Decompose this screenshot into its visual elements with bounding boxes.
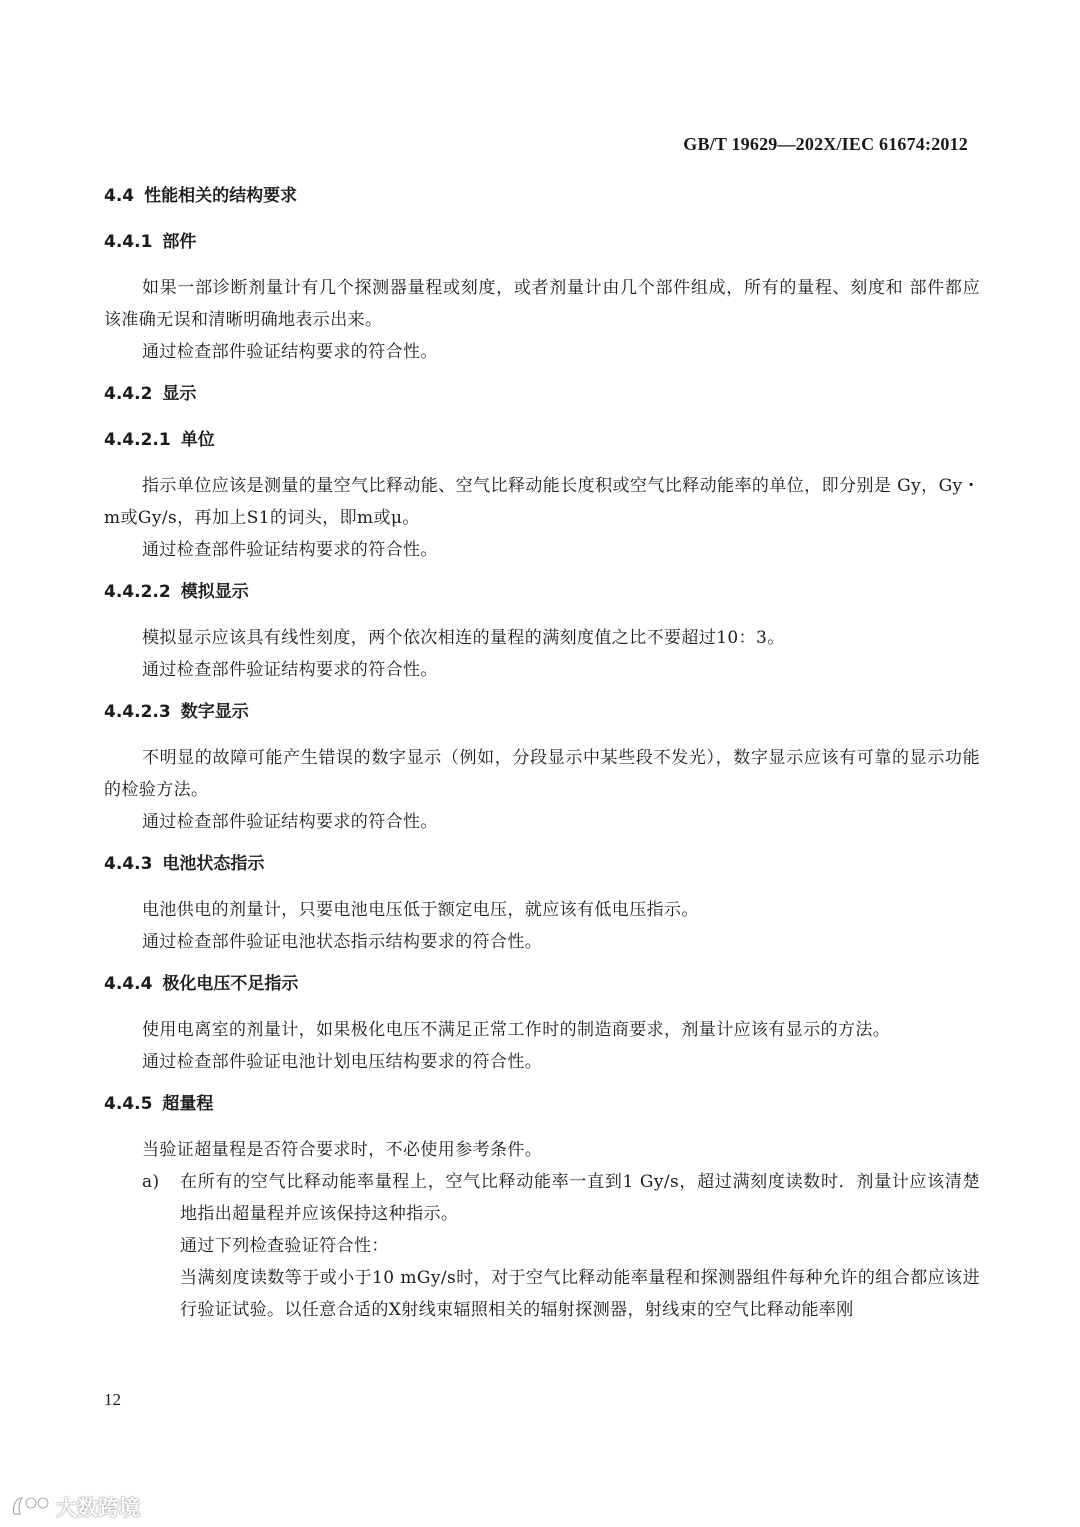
list-item-text: 在所有的空气比释动能率量程上，空气比释动能率一直到1 Gy/s，超过满刻度读数时．剂量计应该清楚地指出超量程并应该保持这种指示。 [180, 1172, 980, 1224]
paragraph: 通过检查部件验证结构要求的符合性。 [142, 342, 438, 362]
document-code: GB/T 19629—202X/IEC 61674:2012 [683, 134, 968, 154]
section-heading-4-4-5 [104, 1088, 980, 1120]
section-heading-4-4-4 [104, 968, 980, 1000]
paragraph: 模拟显示应该具有线性刻度，两个依次相连的量程的满刻度值之比不要超过10：3。 [142, 628, 785, 648]
section-title: 电池状态指示 [162, 854, 265, 874]
section-number: 4.4 [104, 186, 135, 206]
document-body [104, 180, 980, 1326]
paragraph: 通过检查部件验证电池状态指示结构要求的符合性。 [142, 932, 543, 952]
paragraph: 指示单位应该是测量的量空气比释动能、空气比释动能长度积或空气比释动能率的单位，即分别是 Gy，Gy・m或Gy/s，再加上S1的词头，即m或μ。 [104, 476, 980, 528]
section-title: 模拟显示 [180, 582, 249, 602]
section-heading-4-4-2-1 [104, 424, 980, 456]
list-item-line: 通过下列检查验证符合性： [180, 1236, 389, 1256]
paragraph: 通过检查部件验证结构要求的符合性。 [142, 540, 438, 560]
section-number: 4.4.2 [104, 384, 153, 404]
paragraph: 当验证超量程是否符合要求时，不必使用参考条件。 [142, 1140, 543, 1160]
paragraph: 电池供电的剂量计，只要电池电压低于额定电压，就应该有低电压指示。 [142, 900, 699, 920]
page-number: 12 [104, 1390, 121, 1409]
paragraph: 通过检查部件验证电池计划电压结构要求的符合性。 [142, 1052, 543, 1072]
section-heading-4-4-2-3 [104, 696, 980, 728]
section-number: 4.4.2.3 [104, 702, 171, 722]
section-number: 4.4.3 [104, 854, 153, 874]
paragraph: 通过检查部件验证结构要求的符合性。 [142, 660, 438, 680]
section-number: 4.4.5 [104, 1094, 153, 1114]
watermark-logo-icon [10, 1494, 52, 1520]
section-title: 数字显示 [180, 702, 249, 722]
paragraph: 不明显的故障可能产生错误的数字显示（例如，分段显示中某些段不发光），数字显示应该有可靠的显示功能的检验方法。 [104, 748, 980, 800]
list-marker: a) [142, 1172, 160, 1192]
paragraph: 如果一部诊断剂量计有几个探测器量程或刻度，或者剂量计由几个部件组成，所有的量程、刻度和 部件都应该准确无误和清晰明确地表示出来。 [104, 278, 980, 330]
paragraph: 使用电离室的剂量计，如果极化电压不满足正常工作时的制造商要求，剂量计应该有显示的方法。 [142, 1020, 891, 1040]
watermark-text: 大数跨境 [56, 1496, 140, 1520]
section-heading-4-4-2 [104, 378, 980, 410]
paragraph: 通过检查部件验证结构要求的符合性。 [142, 812, 438, 832]
section-title: 极化电压不足指示 [162, 974, 299, 994]
section-heading-4-4-1 [104, 226, 980, 258]
section-heading-4-4-2-2 [104, 576, 980, 608]
section-heading-4-4-3 [104, 848, 980, 880]
list-item-line: 当满刻度读数等于或小于10 mGy/s时，对于空气比释动能率量程和探测器组件每种允许的组合都应该进行验证试验。以任意合适的X射线束辐照相关的辐射探测器，射线束的空气比释动能率刚 [180, 1268, 980, 1320]
section-heading-4-4 [104, 180, 980, 212]
section-number: 4.4.4 [104, 974, 153, 994]
section-title: 部件 [162, 232, 197, 252]
section-title: 性能相关的结构要求 [144, 186, 298, 206]
section-title: 超量程 [162, 1094, 214, 1114]
section-number: 4.4.2.1 [104, 430, 171, 450]
section-number: 4.4.2.2 [104, 582, 171, 602]
section-title: 单位 [180, 430, 215, 450]
section-title: 显示 [162, 384, 197, 404]
section-number: 4.4.1 [104, 232, 153, 252]
watermark [10, 1492, 140, 1522]
list-item-a [104, 1166, 980, 1230]
